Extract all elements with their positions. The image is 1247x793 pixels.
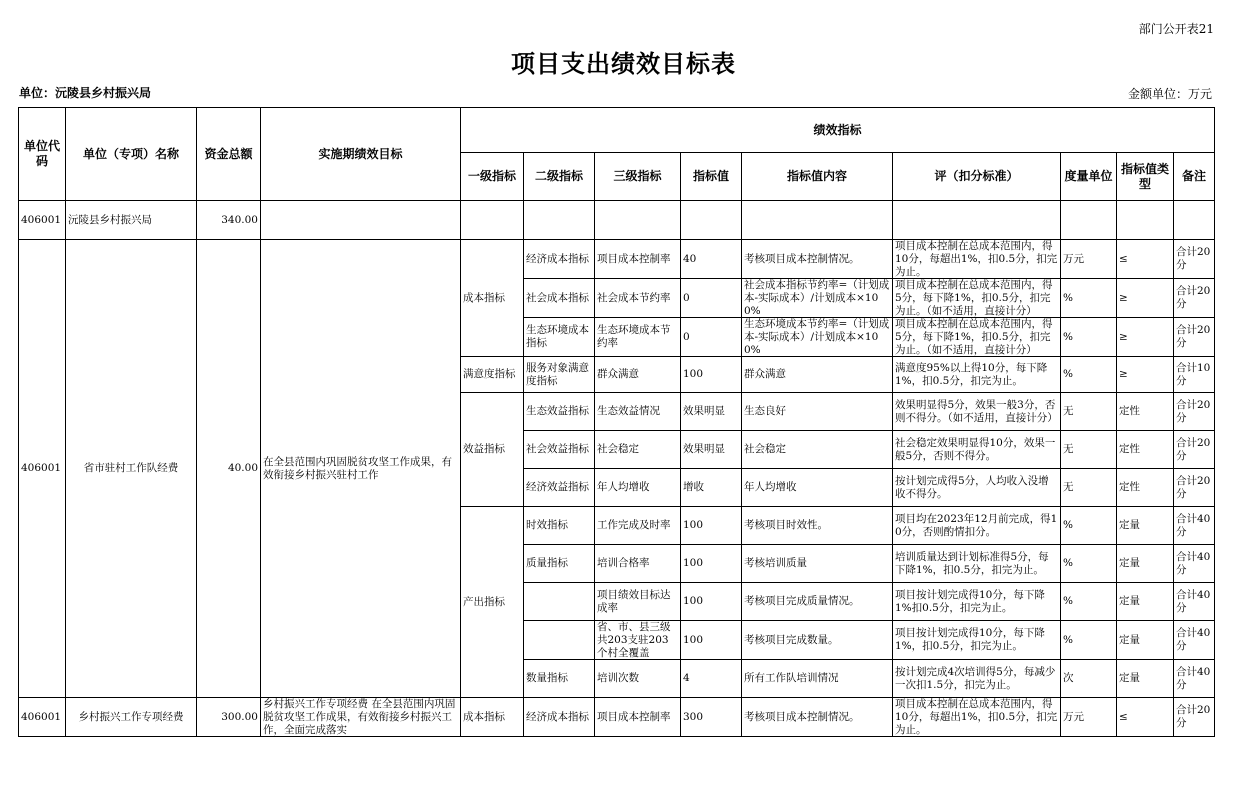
project-name-cell: 乡村振兴工作专项经费 <box>66 698 197 737</box>
content-cell: 考核项目时效性。 <box>742 507 893 545</box>
level2-cell: 社会效益指标 <box>524 431 595 469</box>
level2-cell <box>524 583 595 621</box>
content-cell: 年人均增收 <box>742 469 893 507</box>
content-cell: 生态良好 <box>742 393 893 431</box>
value-type-cell: ≤ <box>1117 698 1174 737</box>
content-cell: 生态环境成本节约率=（计划成本-实际成本）/计划成本×100% <box>742 318 893 357</box>
score-cell: 社会稳定效果明显得10分，效果一般5分，否则不得分。 <box>893 431 1061 469</box>
score-cell: 项目成本控制在总成本范围内，得5分，每下降1%，扣0.5分，扣完为止。（如不适用，直接计分） <box>893 279 1061 318</box>
score-cell: 按计划完成得5分，人均收入没增收不得分。 <box>893 469 1061 507</box>
level3-cell: 项目成本控制率 <box>595 240 681 279</box>
level3-cell: 工作完成及时率 <box>595 507 681 545</box>
header-unit-name: 单位（专项）名称 <box>66 108 197 201</box>
amount-unit-label: 金额单位：万元 <box>1127 87 1212 101</box>
table-row <box>19 201 1215 240</box>
remark-cell: 合计20分 <box>1174 431 1215 469</box>
measure-unit-cell: % <box>1061 279 1117 318</box>
score-cell: 满意度95%以上得10分，每下降1%，扣0.5分，扣完为止。 <box>893 357 1061 393</box>
header-measure-unit: 度量单位 <box>1061 153 1117 201</box>
remark-cell: 合计20分 <box>1174 318 1215 357</box>
level3-cell: 项目绩效目标达成率 <box>595 583 681 621</box>
value-cell: 4 <box>681 660 742 698</box>
level1-cell: 成本指标 <box>461 240 524 357</box>
content-cell: 社会成本指标节约率=（计划成本-实际成本）/计划成本×100% <box>742 279 893 318</box>
header-scoring: 评（扣分标准） <box>893 153 1061 201</box>
value-cell: 效果明显 <box>681 431 742 469</box>
unit-code-cell: 406001 <box>19 240 66 698</box>
level2-cell: 质量指标 <box>524 545 595 583</box>
measure-unit-cell: 无 <box>1061 469 1117 507</box>
unit-label: 单位：沅陵县乡村振兴局 <box>19 86 152 100</box>
remark-cell: 合计20分 <box>1174 393 1215 431</box>
header-level1: 一级指标 <box>461 153 524 201</box>
score-cell: 项目成本控制在总成本范围内，得10分，每超出1%，扣0.5分，扣完为止。 <box>893 240 1061 279</box>
content-cell: 所有工作队培训情况 <box>742 660 893 698</box>
value-cell: 100 <box>681 545 742 583</box>
level1-cell: 成本指标 <box>461 698 524 737</box>
level2-cell: 生态环境成本指标 <box>524 318 595 357</box>
amount-cell: 300.00 <box>197 698 261 737</box>
level3-cell: 生态环境成本节约率 <box>595 318 681 357</box>
header-value-content: 指标值内容 <box>742 153 893 201</box>
content-cell: 考核项目成本控制情况。 <box>742 240 893 279</box>
goal-cell: 乡村振兴工作专项经费 在全县范围内巩固脱贫攻坚工作成果，有效衔接乡村振兴工作，全面完成落实 <box>261 698 461 737</box>
header-level2: 二级指标 <box>524 153 595 201</box>
value-type-cell: 定性 <box>1117 431 1174 469</box>
remark-cell: 合计40分 <box>1174 621 1215 660</box>
measure-unit-cell: % <box>1061 357 1117 393</box>
header-unit-code: 单位代码 <box>19 108 66 201</box>
header-value-type: 指标值类型 <box>1117 153 1174 201</box>
level2-cell <box>524 621 595 660</box>
level3-cell: 社会稳定 <box>595 431 681 469</box>
unit-code-cell: 406001 <box>19 201 66 240</box>
remark-cell: 合计40分 <box>1174 583 1215 621</box>
content-cell: 社会稳定 <box>742 431 893 469</box>
remark-cell: 合计20分 <box>1174 469 1215 507</box>
value-type-cell: 定量 <box>1117 660 1174 698</box>
measure-unit-cell: % <box>1061 583 1117 621</box>
measure-unit-cell: 万元 <box>1061 698 1117 737</box>
content-cell: 群众满意 <box>742 357 893 393</box>
table-row <box>19 698 1215 737</box>
level2-cell: 服务对象满意度指标 <box>524 357 595 393</box>
level3-cell: 省、市、县三级共203支驻203个村全覆盖 <box>595 621 681 660</box>
level1-cell: 产出指标 <box>461 507 524 698</box>
performance-goal-table <box>18 107 1215 737</box>
form-number: 部门公开表21 <box>1138 22 1214 36</box>
measure-unit-cell: % <box>1061 507 1117 545</box>
project-name-cell: 省市驻村工作队经费 <box>66 240 197 698</box>
value-cell: 增收 <box>681 469 742 507</box>
level2-cell: 时效指标 <box>524 507 595 545</box>
level3-cell: 培训次数 <box>595 660 681 698</box>
value-type-cell: 定量 <box>1117 583 1174 621</box>
value-type-cell: ≥ <box>1117 279 1174 318</box>
table-row <box>19 240 1215 279</box>
score-cell: 项目均在2023年12月前完成，得10分，否则酌情扣分。 <box>893 507 1061 545</box>
value-type-cell: 定性 <box>1117 469 1174 507</box>
level3-cell: 培训合格率 <box>595 545 681 583</box>
level2-cell: 经济成本指标 <box>524 698 595 737</box>
score-cell: 培训质量达到计划标准得5分，每下降1%，扣0.5分，扣完为止。 <box>893 545 1061 583</box>
value-cell: 40 <box>681 240 742 279</box>
unit-name-cell: 沅陵县乡村振兴局 <box>66 201 197 240</box>
content-cell: 考核培训质量 <box>742 545 893 583</box>
measure-unit-cell: 无 <box>1061 431 1117 469</box>
level3-cell: 年人均增收 <box>595 469 681 507</box>
level3-cell: 项目成本控制率 <box>595 698 681 737</box>
measure-unit-cell: 万元 <box>1061 240 1117 279</box>
level3-cell: 社会成本节约率 <box>595 279 681 318</box>
value-type-cell: ≥ <box>1117 357 1174 393</box>
content-cell: 考核项目完成数量。 <box>742 621 893 660</box>
content-cell: 考核项目成本控制情况。 <box>742 698 893 737</box>
value-type-cell: 定性 <box>1117 393 1174 431</box>
value-cell: 100 <box>681 583 742 621</box>
header-goal: 实施期绩效目标 <box>261 108 461 201</box>
remark-cell: 合计40分 <box>1174 545 1215 583</box>
header-remark: 备注 <box>1174 153 1215 201</box>
score-cell: 项目按计划完成得10分，每下降1%扣0.5分，扣完为止。 <box>893 583 1061 621</box>
content-cell: 考核项目完成质量情况。 <box>742 583 893 621</box>
remark-cell: 合计40分 <box>1174 507 1215 545</box>
value-cell: 0 <box>681 279 742 318</box>
amount-cell: 40.00 <box>197 240 261 698</box>
value-type-cell: ≤ <box>1117 240 1174 279</box>
remark-cell: 合计40分 <box>1174 660 1215 698</box>
value-type-cell: 定量 <box>1117 621 1174 660</box>
remark-cell: 合计20分 <box>1174 279 1215 318</box>
level1-cell: 满意度指标 <box>461 357 524 393</box>
score-cell: 效果明显得5分，效果一般3分，否则不得分。（如不适用，直接计分） <box>893 393 1061 431</box>
remark-cell: 合计10分 <box>1174 357 1215 393</box>
score-cell: 项目成本控制在总成本范围内，得10分，每超出1%，扣0.5分，扣完为止。 <box>893 698 1061 737</box>
level2-cell: 生态效益指标 <box>524 393 595 431</box>
level3-cell: 群众满意 <box>595 357 681 393</box>
level2-cell: 经济效益指标 <box>524 469 595 507</box>
score-cell: 项目成本控制在总成本范围内，得5分，每下降1%，扣0.5分，扣完为止。（如不适用，直接计分） <box>893 318 1061 357</box>
measure-unit-cell: % <box>1061 545 1117 583</box>
page-title: 项目支出绩效目标表 <box>511 50 736 78</box>
unit-code-cell: 406001 <box>19 698 66 737</box>
header-value: 指标值 <box>681 153 742 201</box>
measure-unit-cell: % <box>1061 318 1117 357</box>
value-cell: 效果明显 <box>681 393 742 431</box>
level2-cell: 数量指标 <box>524 660 595 698</box>
header-indicators: 绩效指标 <box>461 108 1215 153</box>
remark-cell: 合计20分 <box>1174 240 1215 279</box>
score-cell: 按计划完成4次培训得5分，每减少一次扣1.5分，扣完为止。 <box>893 660 1061 698</box>
header-total-funds: 资金总额 <box>197 108 261 201</box>
goal-cell: 在全县范围内巩固脱贫攻坚工作成果，有效衔接乡村振兴驻村工作 <box>261 240 461 698</box>
value-type-cell: 定量 <box>1117 507 1174 545</box>
value-cell: 0 <box>681 318 742 357</box>
amount-cell: 340.00 <box>197 201 261 240</box>
value-cell: 300 <box>681 698 742 737</box>
remark-cell: 合计20分 <box>1174 698 1215 737</box>
value-cell: 100 <box>681 357 742 393</box>
score-cell: 项目按计划完成得10分，每下降1%，扣0.5分，扣完为止。 <box>893 621 1061 660</box>
header-level3: 三级指标 <box>595 153 681 201</box>
level2-cell: 经济成本指标 <box>524 240 595 279</box>
level3-cell: 生态效益情况 <box>595 393 681 431</box>
value-type-cell: ≥ <box>1117 318 1174 357</box>
value-cell: 100 <box>681 507 742 545</box>
measure-unit-cell: 无 <box>1061 393 1117 431</box>
value-type-cell: 定量 <box>1117 545 1174 583</box>
measure-unit-cell: 次 <box>1061 660 1117 698</box>
level2-cell: 社会成本指标 <box>524 279 595 318</box>
measure-unit-cell: % <box>1061 621 1117 660</box>
level1-cell: 效益指标 <box>461 393 524 507</box>
value-cell: 100 <box>681 621 742 660</box>
